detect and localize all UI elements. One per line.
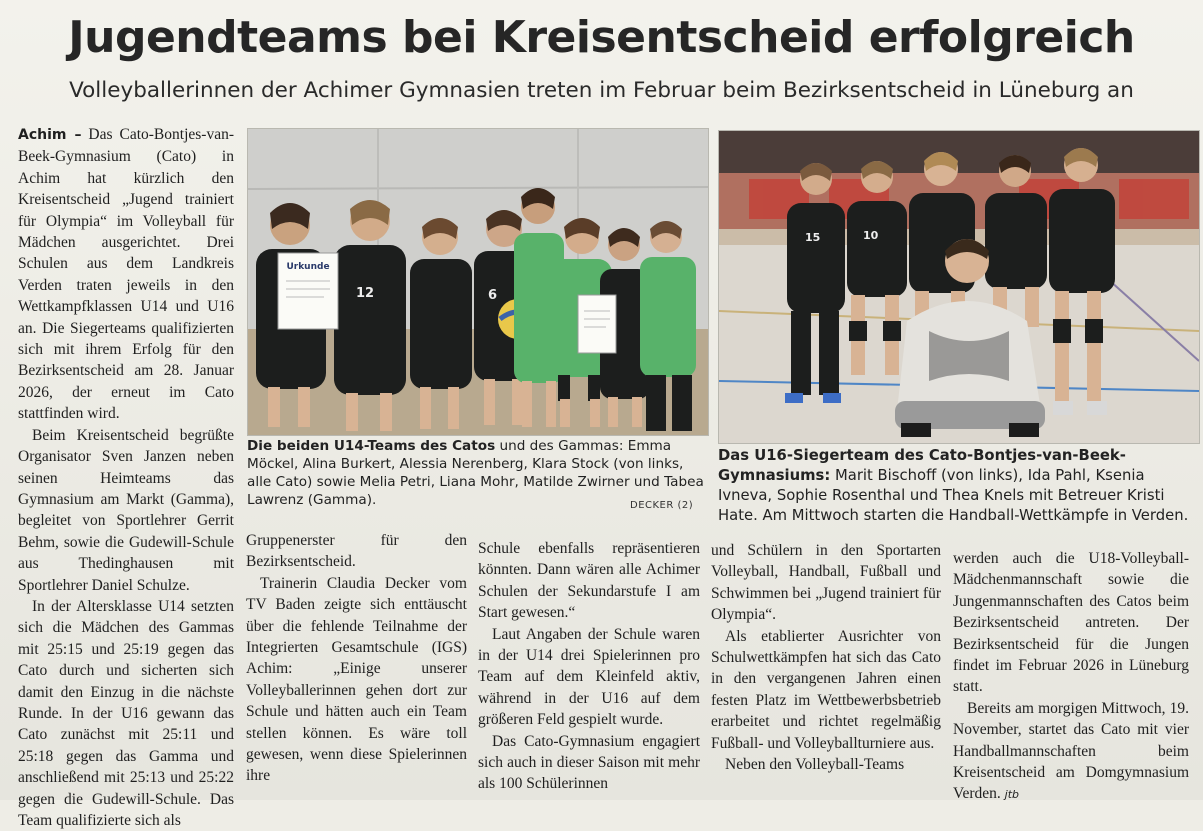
certificate [578, 295, 616, 353]
article-column-4 [711, 540, 941, 775]
jersey-number: 6 [488, 288, 498, 303]
caption-lead: Die beiden U14-Teams des Catos [247, 438, 496, 454]
photo-u14-caption [247, 437, 707, 509]
caption-text: Marit Bischoff (von links), Ida Pahl, Ksenia Ivneva, Sophie Rosenthal und Thea Knels mit Betreuer Kristi Hate. Am Mittwoch starten die Handball-Wettkämpfe in Verden. [718, 467, 1189, 524]
headline: Jugendteams bei Kreisentscheid erfolgreich [68, 12, 1135, 63]
dateline: Achim – [18, 127, 82, 143]
article-paragraph: In der Altersklasse U14 setzten sich die Mädchen des Gammas mit 25:15 und 25:19 gegen das Cato durch und sicherten sich damit den Einzug in die nächste Runde. In der U16 gewann das Cato zunächst mit 25:11 und 25:18 gegen das Gamma und anschließend mit 25:13 und 25:22 gegen die Gudewill-Schule. Das Team qualifizierte sich als [18, 597, 234, 829]
article-paragraph: Das Cato-Gymnasium engagiert sich auch in dieser Saison mit mehr als 100 Schülerinnen [478, 732, 700, 793]
certificate-label: Urkunde [286, 262, 330, 272]
article-paragraph: Schule ebenfalls repräsentieren könnten. Dann wären alle Achimer Schulen der Sekundarstufe I am Start gewesen.“ [478, 540, 700, 622]
paragraph-text: Das Cato-Bontjes-van-Beek-Gymnasium (Cato) in Achim hat kürzlich den Kreisentscheid „Jugend trainiert für Olympia“ im Volleyball für Mädchen ausgerichtet. Drei Schulen aus dem Landkreis Verden traten jeweils in den Wettkampfklassen U14 und U16 an. Die Siegerteams qualifizierten sich mit ihrem Erfolg für den Bezirksentscheid am 28. Januar 2026, der erneut im Cato stattfinden wird. [18, 126, 234, 423]
caption-lead: Das U16-Siegerteam des Cato-Bontjes-van-Beek-Gymnasiums: [718, 447, 1126, 484]
photo-u16-team [718, 130, 1200, 444]
article-paragraph: Laut Angaben der Schule waren in der U14 drei Spielerinnen pro Team auf dem Kleinfeld aktiv, während in der U16 auf dem größeren Feld gespielt wurde. [478, 625, 700, 729]
photo-u16-caption [718, 446, 1202, 526]
jersey-number: 15 [805, 231, 821, 244]
article-paragraph: Trainerin Claudia Decker vom TV Baden zeigte sich enttäuscht über die fehlende Teilnahme der Integrierten Gesamtschule (IGS) Achim: „Einige unserer Volleyballerinnen gehen dort zur Schule und hätten auch ein Team stellen können. Es wäre toll gewesen, wenn diese Spielerinnen ihre [246, 574, 467, 785]
jersey-number: 12 [356, 286, 375, 301]
article-column-2 [246, 530, 467, 787]
caption-text: und des Gammas: Emma Möckel, Alina Burkert, Alessia Nerenberg, Klara Stock (von links, alle Cato) sowie Melia Petri, Liana Mohr, Matilde Zwirner und Tabea Lawrenz (Gamma). [247, 438, 704, 508]
article-paragraph: Neben den Volleyball-Teams [725, 756, 905, 774]
article-column-1 [18, 124, 234, 831]
article-paragraph: Beim Kreisentscheid begrüßte Organisator Sven Janzen neben seinen Heimteams das Gymnasium am Markt (Gamma), begleitet von Sportlehrer Gerrit Behm, sowie die Gudewill-Schule aus Thedinghausen mit Sportlehrer Daniel Schulze. [18, 426, 234, 594]
article-paragraph [18, 124, 234, 425]
article-column-5 [953, 548, 1189, 806]
photo-credit: DECKER (2) [630, 500, 694, 511]
article-paragraph: und Schülern in den Sportarten Volleyball, Handball, Fußball und Schwimmen bei „Jugend trainiert für Olympia“. [711, 542, 941, 624]
jersey-number: 10 [863, 229, 879, 242]
subheadline: Volleyballerinnen der Achimer Gymnasien treten im Februar beim Bezirksentscheid in Lüneburg an [69, 78, 1134, 103]
photo-u14-teams [247, 128, 709, 436]
photo-u14-illustration [248, 129, 708, 435]
article-paragraph: werden auch die U18-Volleyball-Mädchenmannschaft sowie die Jungenmannschaften des Catos beim Bezirksentscheid antreten. Der Bezirksentscheid für die Jungen findet im Februar 2026 in Lüneburg statt. [953, 550, 1189, 696]
photo-u16-illustration [719, 131, 1199, 443]
author-initials: jtb [1004, 788, 1020, 802]
article-paragraph: Als etablierter Ausrichter von Schulwettkämpfen hat sich das Cato in den vergangenen Jahren einen festen Platz im Wettbewerbsbetrieb erarbeitet und richtet regelmäßig Fußball- und Volleyballturniere aus. [711, 627, 941, 752]
paragraph-text: Bereits am morgigen Mittwoch, 19. November, startet das Cato mit vier Handballmannschaften beim Kreisentscheid am Domgymnasium Verden. [953, 699, 1189, 803]
certificate [278, 253, 338, 329]
article-column-3 [478, 538, 700, 795]
article-paragraph: Gruppenerster für den Bezirksentscheid. [246, 532, 467, 571]
article-paragraph [953, 698, 1189, 806]
